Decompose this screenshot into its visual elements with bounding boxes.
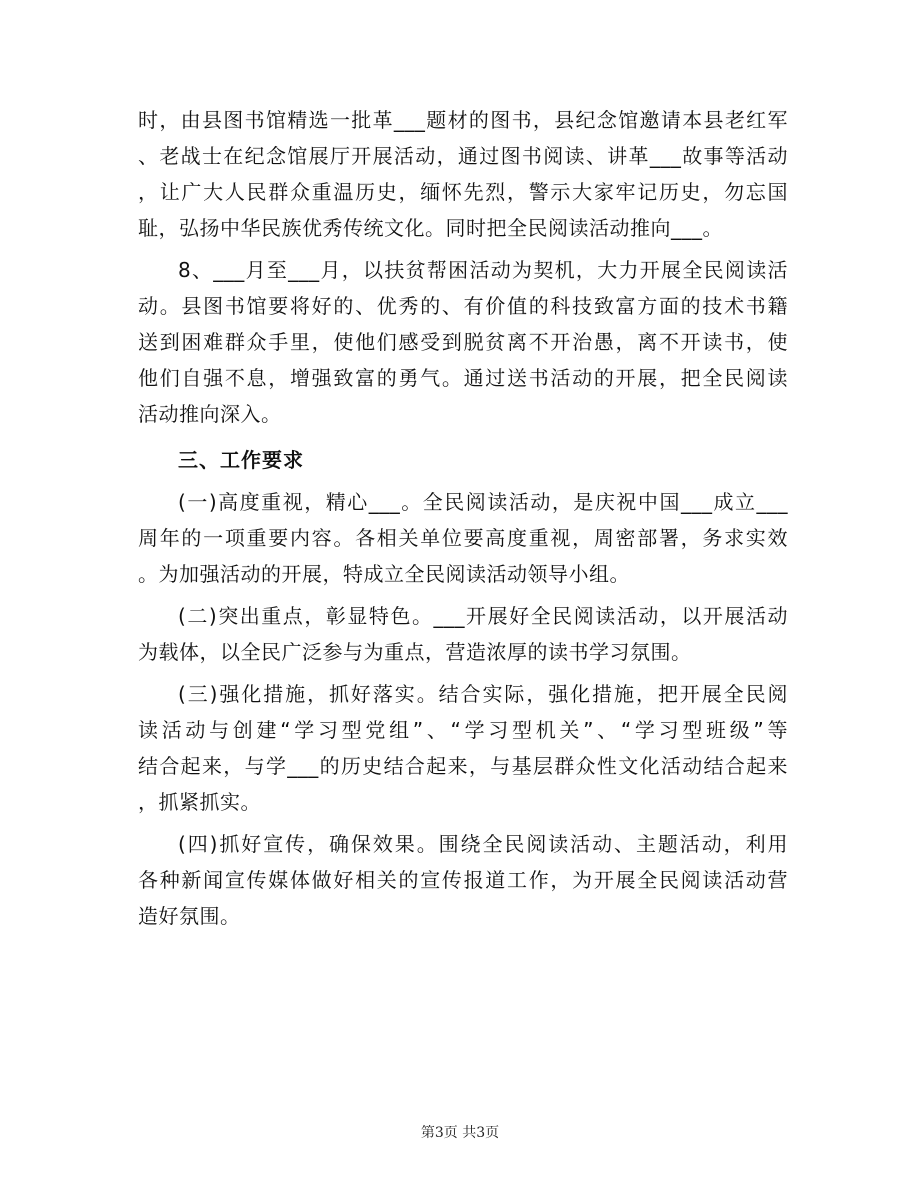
text-line: 时，由县图书馆精选一批革___题材的图书，县纪念馆邀请本县老红军	[138, 108, 788, 132]
text-line: 、老战士在纪念馆展厅开展活动，通过图书阅读、讲革___故事等活动	[138, 144, 788, 168]
text-line: 8、___月至___月，以扶贫帮困活动为契机，大力开展全民阅读活	[178, 258, 788, 282]
requirement-2	[138, 598, 788, 670]
section-heading: 三、工作要求	[178, 448, 304, 472]
paragraph-item-8	[138, 252, 788, 432]
text-line: 耻，弘扬中华民族优秀传统文化。同时把全民阅读活动推向___。	[138, 216, 723, 240]
text-line: 他们自强不息，增强致富的勇气。通过送书活动的开展，把全民阅读	[138, 366, 788, 390]
text-line: 。为加强活动的开展，特成立全民阅读活动领导小组。	[138, 562, 630, 586]
document-body	[138, 102, 788, 940]
text-line: 各种新闻宣传媒体做好相关的宣传报道工作，为开展全民阅读活动营	[138, 868, 788, 892]
text-line: ，让广大人民群众重温历史，缅怀先烈，警示大家牢记历史，勿忘国	[138, 180, 788, 204]
text-line: 为载体，以全民广泛参与为重点，营造浓厚的读书学习氛围。	[138, 640, 692, 664]
text-line: (一)高度重视，精心___。全民阅读活动，是庆祝中国___成立___	[178, 490, 788, 514]
text-line: (四)抓好宣传，确保效果。围绕全民阅读活动、主题活动，利用	[178, 832, 788, 856]
page-number: 第3页 共3页	[420, 1125, 500, 1141]
text-line: (二)突出重点，彰显特色。___开展好全民阅读活动，以开展活动	[178, 604, 788, 628]
requirement-3	[138, 676, 788, 820]
paragraph-continuation	[138, 102, 788, 246]
text-line: 周年的一项重要内容。各相关单位要高度重视，周密部署，务求实效	[138, 526, 788, 550]
requirement-1	[138, 484, 788, 592]
text-line: ，抓紧抓实。	[138, 790, 261, 814]
text-line: 结合起来，与学___的历史结合起来，与基层群众性文化活动结合起来	[138, 754, 788, 778]
requirement-4	[138, 826, 788, 934]
text-line: 送到困难群众手里，使他们感受到脱贫离不开治愚，离不开读书，使	[138, 330, 788, 354]
text-line: 活动推向深入。	[138, 402, 282, 426]
text-line: (三)强化措施，抓好落实。结合实际，强化措施，把开展全民阅	[178, 682, 788, 706]
text-line: 造好氛围。	[138, 904, 241, 928]
text-line: 读活动与创建“学习型党组”、“学习型机关”、“学习型班级”等	[138, 718, 788, 742]
text-line: 动。县图书馆要将好的、优秀的、有价值的科技致富方面的技术书籍	[138, 294, 788, 318]
